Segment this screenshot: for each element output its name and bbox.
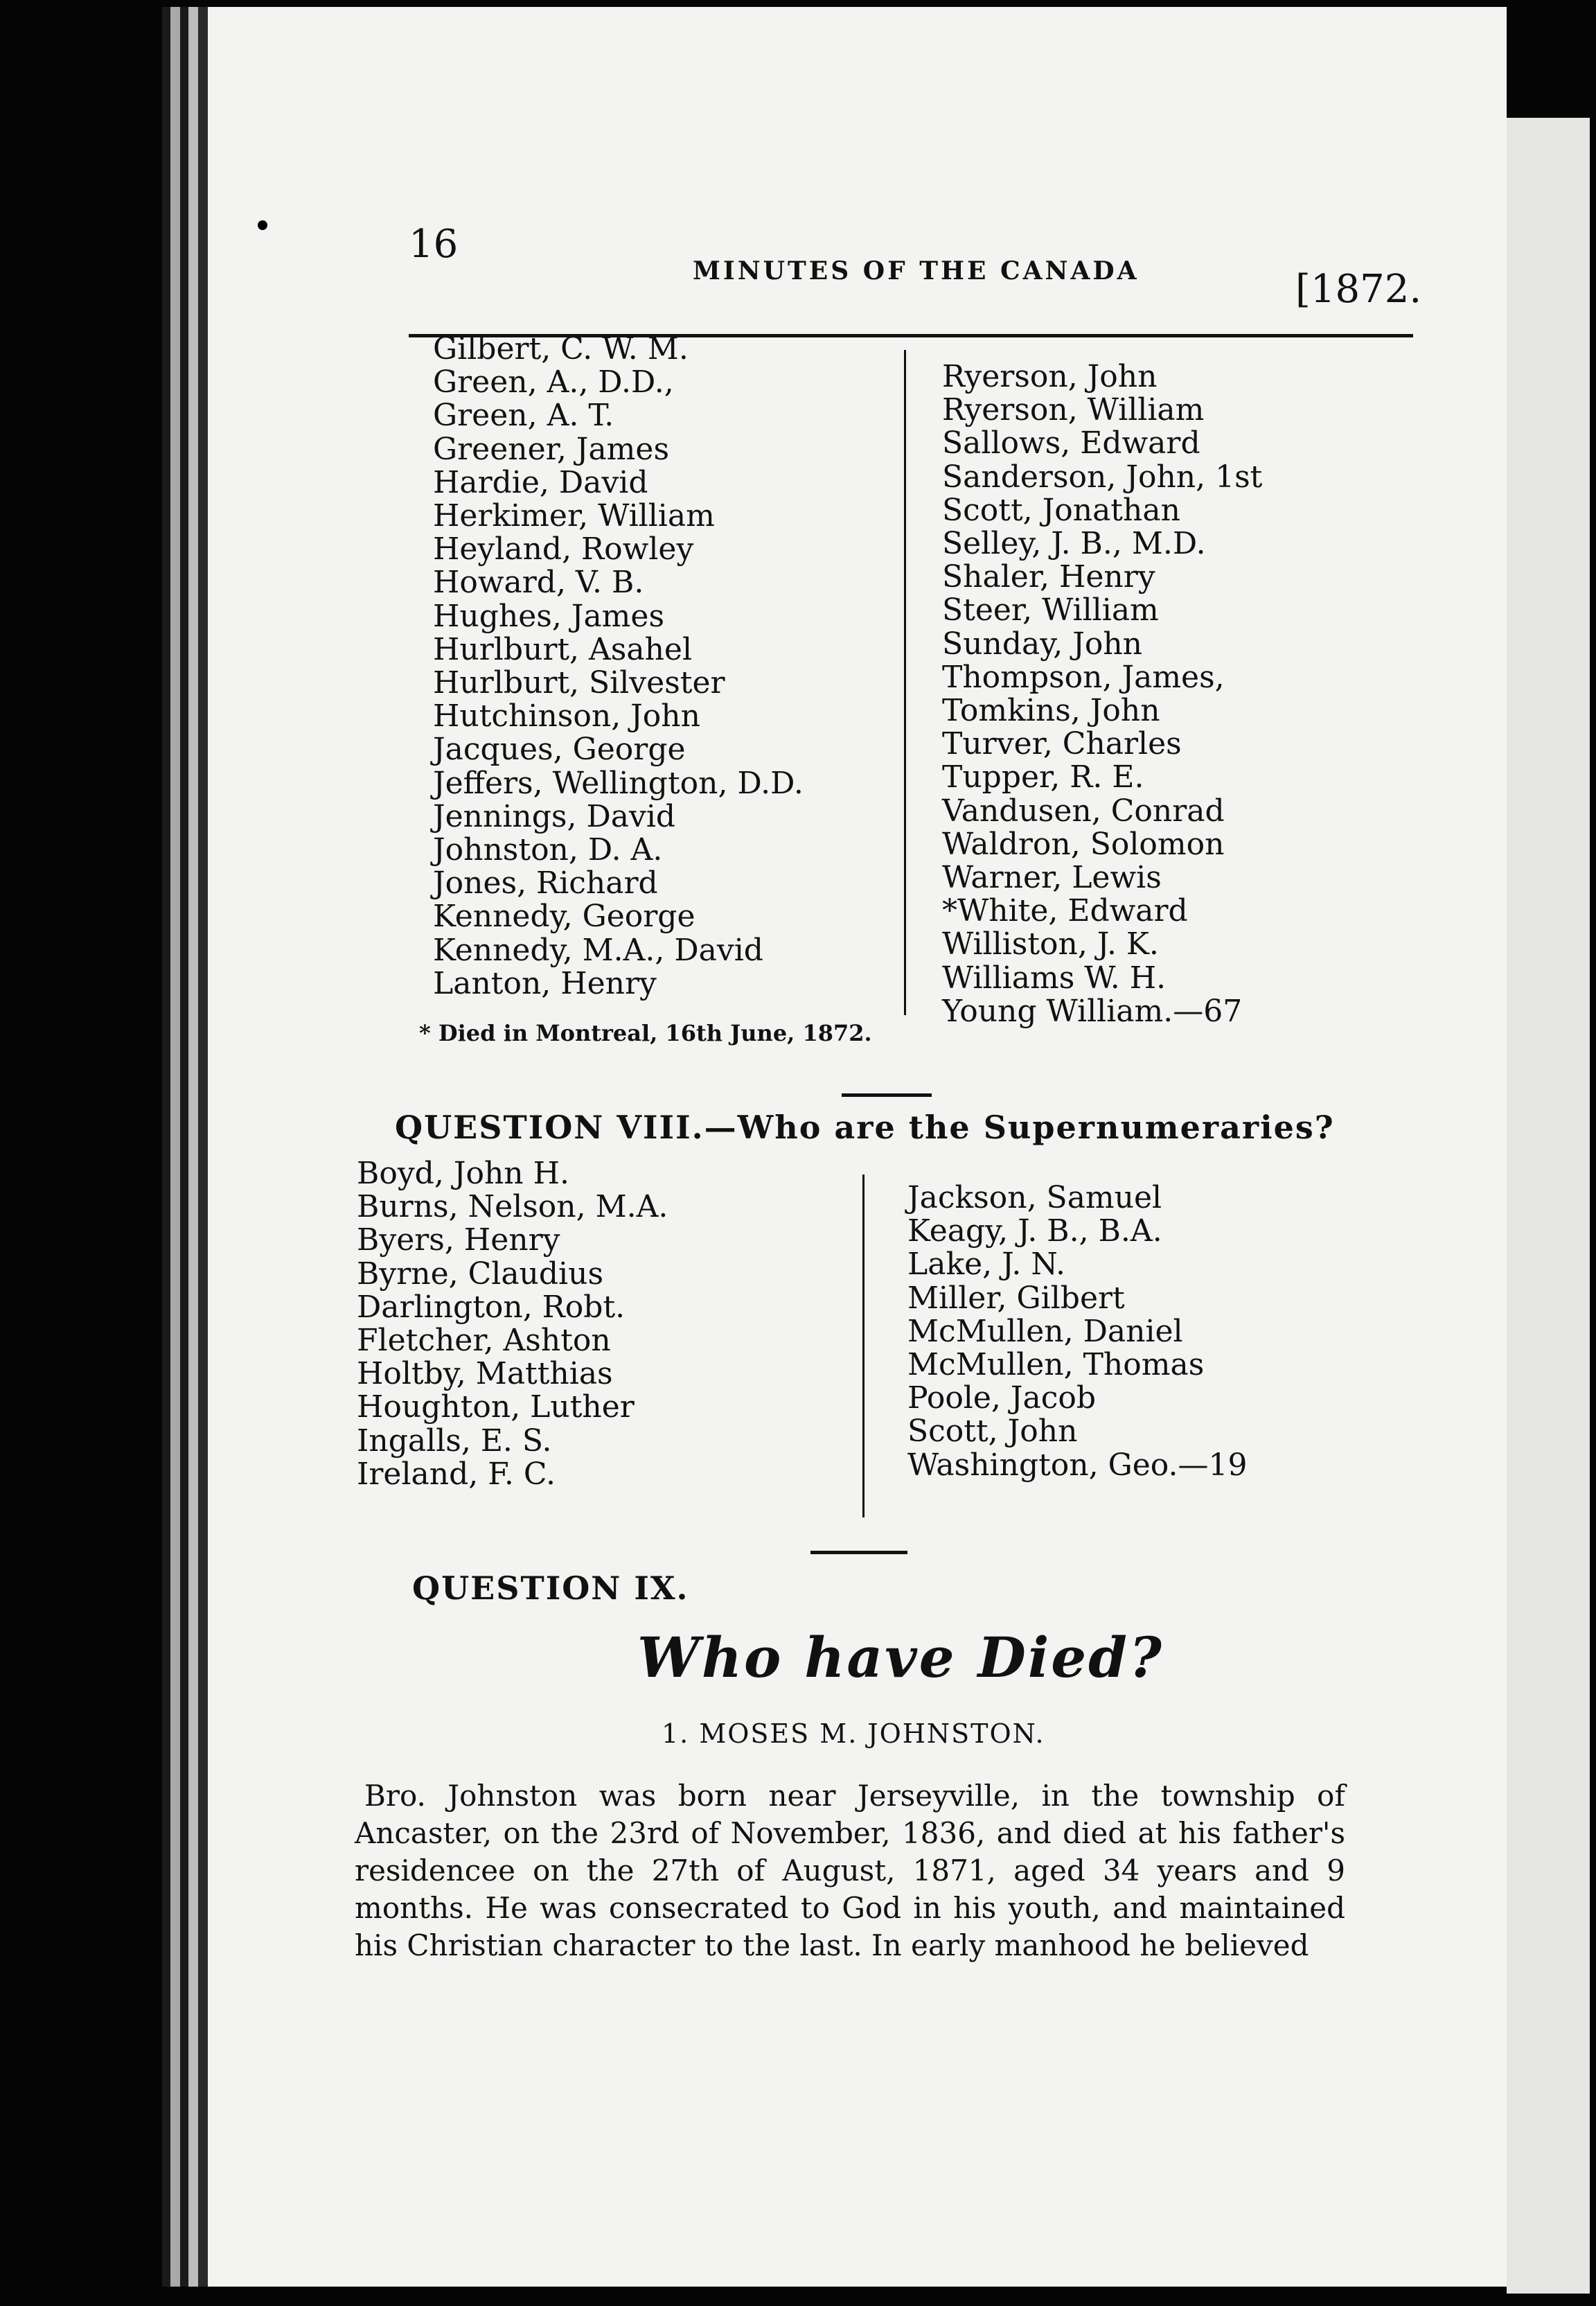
- member-name: Jennings, David: [433, 798, 676, 834]
- members-right-column: [942, 360, 1262, 1028]
- supernumerary-name: Byrne, Claudius: [357, 1256, 604, 1292]
- supernumeraries-right-column: [907, 1181, 1248, 1482]
- member-name: Jeffers, Wellington, D.D.: [433, 765, 804, 801]
- supernumerary-name: McMullen, Thomas: [907, 1347, 1205, 1383]
- supernumerary-name: Lake, J. N.: [907, 1247, 1065, 1283]
- member-name: Hurlburt, Silvester: [433, 665, 725, 701]
- supernumerary-name: Holtby, Matthias: [357, 1356, 613, 1392]
- member-name: Williston, J. K.: [942, 926, 1159, 962]
- member-name: Sallows, Edward: [942, 425, 1200, 461]
- member-name: Hardie, David: [433, 464, 648, 500]
- page-year: [1872.: [1295, 267, 1422, 312]
- member-name: Tupper, R. E.: [942, 759, 1144, 795]
- page-number: 16: [409, 222, 459, 267]
- section-rule: [842, 1093, 932, 1097]
- member-name: Selley, J. B., M.D.: [942, 526, 1206, 562]
- member-name: Green, A., D.D.,: [433, 364, 674, 401]
- supernumerary-name: Boyd, John H.: [357, 1156, 569, 1191]
- column-divider: [904, 350, 906, 1015]
- member-name: Waldron, Solomon: [942, 826, 1225, 862]
- member-name: Sunday, John: [942, 626, 1143, 662]
- member-name: Vandusen, Conrad: [942, 793, 1225, 829]
- supernumerary-name: Byers, Henry: [357, 1222, 560, 1258]
- supernumerary-name: Darlington, Robt.: [357, 1289, 626, 1325]
- member-name: Lanton, Henry: [433, 965, 657, 1001]
- member-name: Young William.—67: [942, 993, 1243, 1029]
- member-name: Greener, James: [433, 431, 670, 467]
- member-name: Williams W. H.: [942, 960, 1167, 996]
- member-name: Gilbert, C. W. M.: [433, 331, 689, 367]
- member-name: Kennedy, M.A., David: [433, 932, 763, 968]
- supernumerary-name: Fletcher, Ashton: [357, 1323, 611, 1359]
- members-left-column: [433, 333, 804, 1001]
- facing-page-edge: [1507, 118, 1590, 2294]
- supernumerary-name: McMullen, Daniel: [907, 1313, 1183, 1349]
- member-name: Sanderson, John, 1st: [942, 459, 1263, 495]
- obituary-paragraph: Bro. Johnston was born near Jerseyville, in the township of Ancaster, on the 23rd of November, 1836, and died at his father's residencee on the 27th of August, 1871, aged 34 years and 9 months. He was consecrated to God in his youth, and maintained his Christian character to the last. In early manhood he believed: [355, 1779, 1345, 1962]
- supernumerary-name: Washington, Geo.—19: [907, 1447, 1248, 1483]
- member-name: Hurlburt, Asahel: [433, 631, 693, 667]
- question-8-heading: QUESTION VIII.—Who are the Supernumeraries?: [395, 1109, 1335, 1146]
- supernumerary-name: Keagy, J. B., B.A.: [907, 1213, 1162, 1249]
- section-rule: [810, 1551, 907, 1554]
- ink-dot: [258, 220, 267, 230]
- member-name: Hughes, James: [433, 598, 665, 634]
- question-9-heading: QUESTION IX.: [412, 1569, 689, 1607]
- supernumeraries-left-column: [357, 1157, 668, 1491]
- supernumerary-name: Miller, Gilbert: [907, 1280, 1125, 1316]
- member-name: Heyland, Rowley: [433, 531, 694, 567]
- supernumerary-name: Burns, Nelson, M.A.: [357, 1189, 668, 1225]
- member-name: Tomkins, John: [942, 693, 1160, 729]
- member-name: Thompson, James,: [942, 659, 1225, 695]
- column-divider: [862, 1174, 864, 1517]
- obituary-title: 1. MOSES M. JOHNSTON.: [662, 1718, 1045, 1749]
- member-name: Howard, V. B.: [433, 565, 644, 601]
- running-title: MINUTES OF THE CANADA: [693, 256, 1140, 285]
- member-name: Turver, Charles: [942, 726, 1182, 762]
- footnote: * Died in Montreal, 16th June, 1872.: [419, 1020, 872, 1046]
- question-9-subtitle: Who have Died?: [637, 1625, 1164, 1690]
- member-name: Kennedy, George: [433, 899, 695, 935]
- member-name: Jacques, George: [433, 732, 686, 768]
- supernumerary-name: Ireland, F. C.: [357, 1456, 556, 1492]
- member-name: Herkimer, William: [433, 498, 715, 534]
- member-name: Scott, Jonathan: [942, 492, 1180, 528]
- member-name: Ryerson, John: [942, 359, 1158, 394]
- member-name: Ryerson, William: [942, 392, 1205, 428]
- member-name: Hutchinson, John: [433, 698, 700, 734]
- member-name: *White, Edward: [942, 893, 1188, 929]
- member-name: Jones, Richard: [433, 865, 658, 901]
- supernumerary-name: Jackson, Samuel: [907, 1180, 1162, 1215]
- member-name: Shaler, Henry: [942, 559, 1155, 595]
- supernumerary-name: Ingalls, E. S.: [357, 1423, 552, 1459]
- supernumerary-name: Scott, John: [907, 1414, 1078, 1450]
- supernumerary-name: Houghton, Luther: [357, 1389, 635, 1425]
- member-name: Johnston, D. A.: [433, 832, 663, 868]
- member-name: Warner, Lewis: [942, 860, 1162, 896]
- member-name: Steer, William: [942, 592, 1159, 628]
- member-name: Green, A. T.: [433, 398, 614, 434]
- supernumerary-name: Poole, Jacob: [907, 1380, 1097, 1416]
